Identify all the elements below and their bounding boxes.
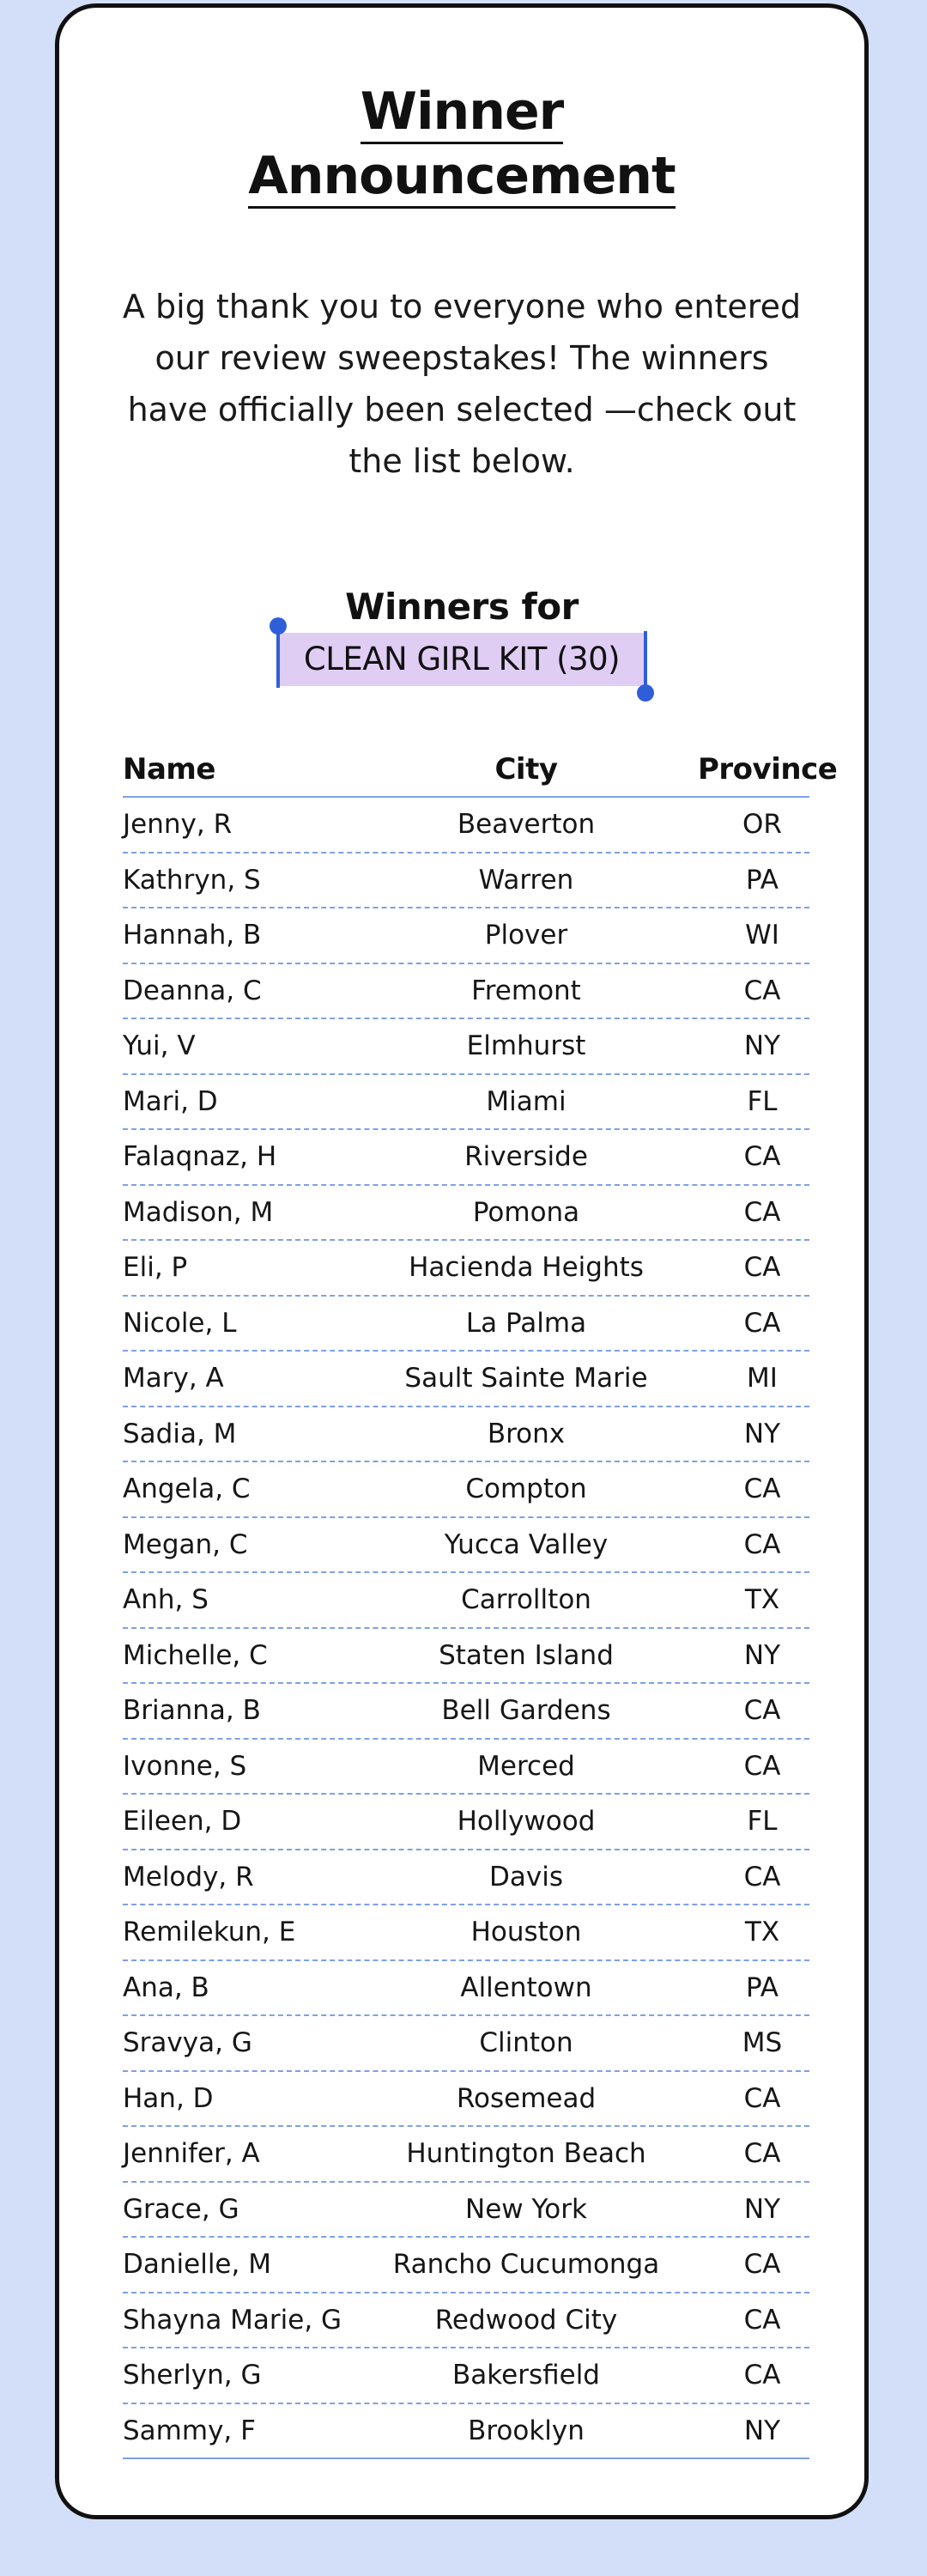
row-city: Elmhurst	[466, 1030, 586, 1062]
table-row	[123, 1850, 809, 1906]
row-city: Allentown	[460, 1971, 592, 2003]
row-name: Melody, R	[123, 1861, 254, 1893]
selection-handle-right-bar	[644, 631, 647, 688]
table-row	[123, 1573, 809, 1629]
selection-handle-left-bar	[276, 631, 280, 688]
row-name: Eli, P	[123, 1252, 188, 1284]
table-row	[123, 1795, 809, 1850]
table-row	[123, 1352, 809, 1407]
title-line-1: Winner	[360, 83, 563, 144]
table-row	[123, 1019, 809, 1075]
table-row	[123, 1130, 809, 1186]
row-city: Beaverton	[457, 809, 596, 841]
row-city: Carrollton	[461, 1584, 591, 1616]
header-name: Name	[123, 752, 215, 787]
row-name: Sadia, M	[123, 1418, 237, 1449]
row-name: Falaqnaz, H	[123, 1141, 277, 1173]
row-city: Yucca Valley	[444, 1528, 609, 1560]
row-name: Remilekun, E	[123, 1917, 296, 1948]
row-province: CA	[743, 2249, 781, 2281]
row-province: PA	[746, 864, 779, 896]
row-province: CA	[743, 2138, 781, 2170]
prize-label	[278, 633, 645, 686]
row-city: Bell Gardens	[441, 1695, 611, 1727]
table-row	[123, 798, 809, 854]
row-city: Rancho Cucumonga	[392, 2249, 660, 2281]
row-province: CA	[743, 1252, 781, 1284]
table-row	[123, 1518, 809, 1574]
table-row	[123, 2127, 809, 2183]
announcement-card	[55, 3, 869, 2519]
row-province: PA	[746, 1971, 779, 2003]
row-province: NY	[743, 1639, 781, 1671]
prize-label-wrap	[59, 633, 864, 686]
row-city: Brooklyn	[468, 2415, 585, 2446]
row-province: MI	[747, 1363, 778, 1394]
row-province: CA	[743, 1528, 781, 1560]
row-city: Hollywood	[457, 1806, 596, 1838]
row-name: Ivonne, S	[123, 1750, 247, 1782]
row-province: NY	[743, 2193, 781, 2225]
row-city: Plover	[484, 920, 568, 951]
row-province: MS	[742, 2027, 783, 2059]
table-row	[123, 1297, 809, 1352]
row-city: Redwood City	[434, 2304, 618, 2336]
header-province: Province	[698, 752, 838, 787]
table-row	[123, 1075, 809, 1131]
selection-handle-end-icon	[637, 684, 654, 702]
table-header	[123, 743, 838, 798]
row-name: Ana, B	[123, 1971, 209, 2003]
row-city: Merced	[477, 1750, 575, 1782]
row-province: NY	[743, 1418, 781, 1449]
row-name: Grace, G	[123, 2193, 239, 2225]
row-name: Sherlyn, G	[123, 2360, 262, 2391]
table-row	[123, 2072, 809, 2128]
intro-text: A big thank you to everyone who entered our review sweepstakes! The winners have officially been selected —check out the list below.	[122, 288, 802, 480]
row-name: Brianna, B	[123, 1695, 261, 1727]
table-row	[123, 2348, 809, 2404]
row-name: Hannah, B	[123, 920, 262, 951]
row-province: CA	[743, 975, 781, 1006]
row-province: OR	[742, 809, 782, 841]
row-name: Yui, V	[123, 1030, 196, 1062]
table-row	[123, 2404, 809, 2460]
table-row	[123, 908, 809, 964]
header-city: City	[494, 752, 558, 787]
row-city: La Palma	[465, 1307, 587, 1339]
row-city: Hacienda Heights	[409, 1252, 644, 1284]
row-name: Jennifer, A	[123, 2138, 260, 2170]
table-row	[123, 1905, 809, 1961]
row-city: Sault Sainte Marie	[404, 1363, 648, 1394]
row-name: Nicole, L	[123, 1307, 237, 1339]
row-city: Compton	[465, 1473, 587, 1505]
selection-handle-start-icon	[270, 617, 287, 635]
table-row	[123, 1684, 809, 1740]
table-row	[123, 1961, 809, 2017]
row-province: CA	[743, 1473, 781, 1505]
row-name: Danielle, M	[123, 2249, 271, 2281]
row-province: FL	[747, 1806, 778, 1838]
row-name: Michelle, C	[123, 1639, 268, 1671]
row-name: Angela, C	[123, 1473, 251, 1505]
table-row	[123, 2016, 809, 2072]
row-province: CA	[743, 2360, 781, 2391]
table-body	[123, 798, 809, 2459]
row-name: Megan, C	[123, 1528, 248, 1560]
row-city: Pomona	[472, 1196, 580, 1228]
row-city: Bakersfield	[452, 2360, 600, 2391]
row-city: Staten Island	[439, 1639, 614, 1671]
page-title	[59, 83, 864, 212]
row-province: TX	[744, 1917, 780, 1948]
row-name: Sammy, F	[123, 2415, 256, 2446]
table-row	[123, 2183, 809, 2239]
row-city: Warren	[478, 864, 574, 896]
row-province: CA	[743, 2304, 781, 2336]
table-row	[123, 1462, 809, 1518]
row-province: FL	[747, 1085, 778, 1117]
table-row	[123, 1241, 809, 1297]
row-city: Fremont	[471, 975, 581, 1006]
title-line-2: Announcement	[248, 148, 675, 209]
row-province: TX	[744, 1584, 780, 1616]
row-city: Bronx	[487, 1418, 566, 1449]
row-city: Miami	[486, 1085, 566, 1117]
table-row	[123, 1186, 809, 1242]
row-city: Riverside	[464, 1141, 588, 1173]
row-province: CA	[743, 1861, 781, 1893]
row-city: Huntington Beach	[406, 2138, 646, 2170]
row-name: Mari, D	[123, 1085, 218, 1117]
row-province: CA	[743, 1141, 781, 1173]
row-province: NY	[743, 1030, 781, 1062]
table-row	[123, 854, 809, 909]
table-row	[123, 1407, 809, 1463]
row-province: CA	[743, 1695, 781, 1727]
winners-heading: Winners for	[345, 586, 579, 628]
row-city: Rosemead	[456, 2082, 597, 2114]
table-row	[123, 1629, 809, 1685]
winners-table	[123, 743, 838, 2459]
row-name: Mary, A	[123, 1363, 224, 1394]
row-province: CA	[743, 1307, 781, 1339]
row-province: CA	[743, 1196, 781, 1228]
row-name: Shayna Marie, G	[123, 2304, 342, 2336]
row-province: NY	[743, 2415, 781, 2446]
row-name: Sravya, G	[123, 2027, 252, 2059]
table-row	[123, 2238, 809, 2293]
row-city: Clinton	[479, 2027, 573, 2059]
prize-label-text: CLEAN GIRL KIT (30)	[303, 641, 621, 677]
row-province: CA	[743, 2082, 781, 2114]
table-row	[123, 1740, 809, 1795]
row-city: Davis	[489, 1861, 563, 1893]
row-name: Jenny, R	[123, 809, 233, 841]
table-row	[123, 2293, 809, 2349]
row-province: CA	[743, 1750, 781, 1782]
row-province: WI	[745, 920, 779, 951]
row-name: Eileen, D	[123, 1806, 242, 1838]
row-city: Houston	[470, 1917, 582, 1948]
row-name: Anh, S	[123, 1584, 209, 1616]
row-city: New York	[465, 2193, 587, 2225]
table-row	[123, 964, 809, 1020]
row-name: Madison, M	[123, 1196, 274, 1228]
row-name: Deanna, C	[123, 975, 262, 1006]
row-name: Han, D	[123, 2082, 214, 2114]
row-name: Kathryn, S	[123, 864, 261, 896]
